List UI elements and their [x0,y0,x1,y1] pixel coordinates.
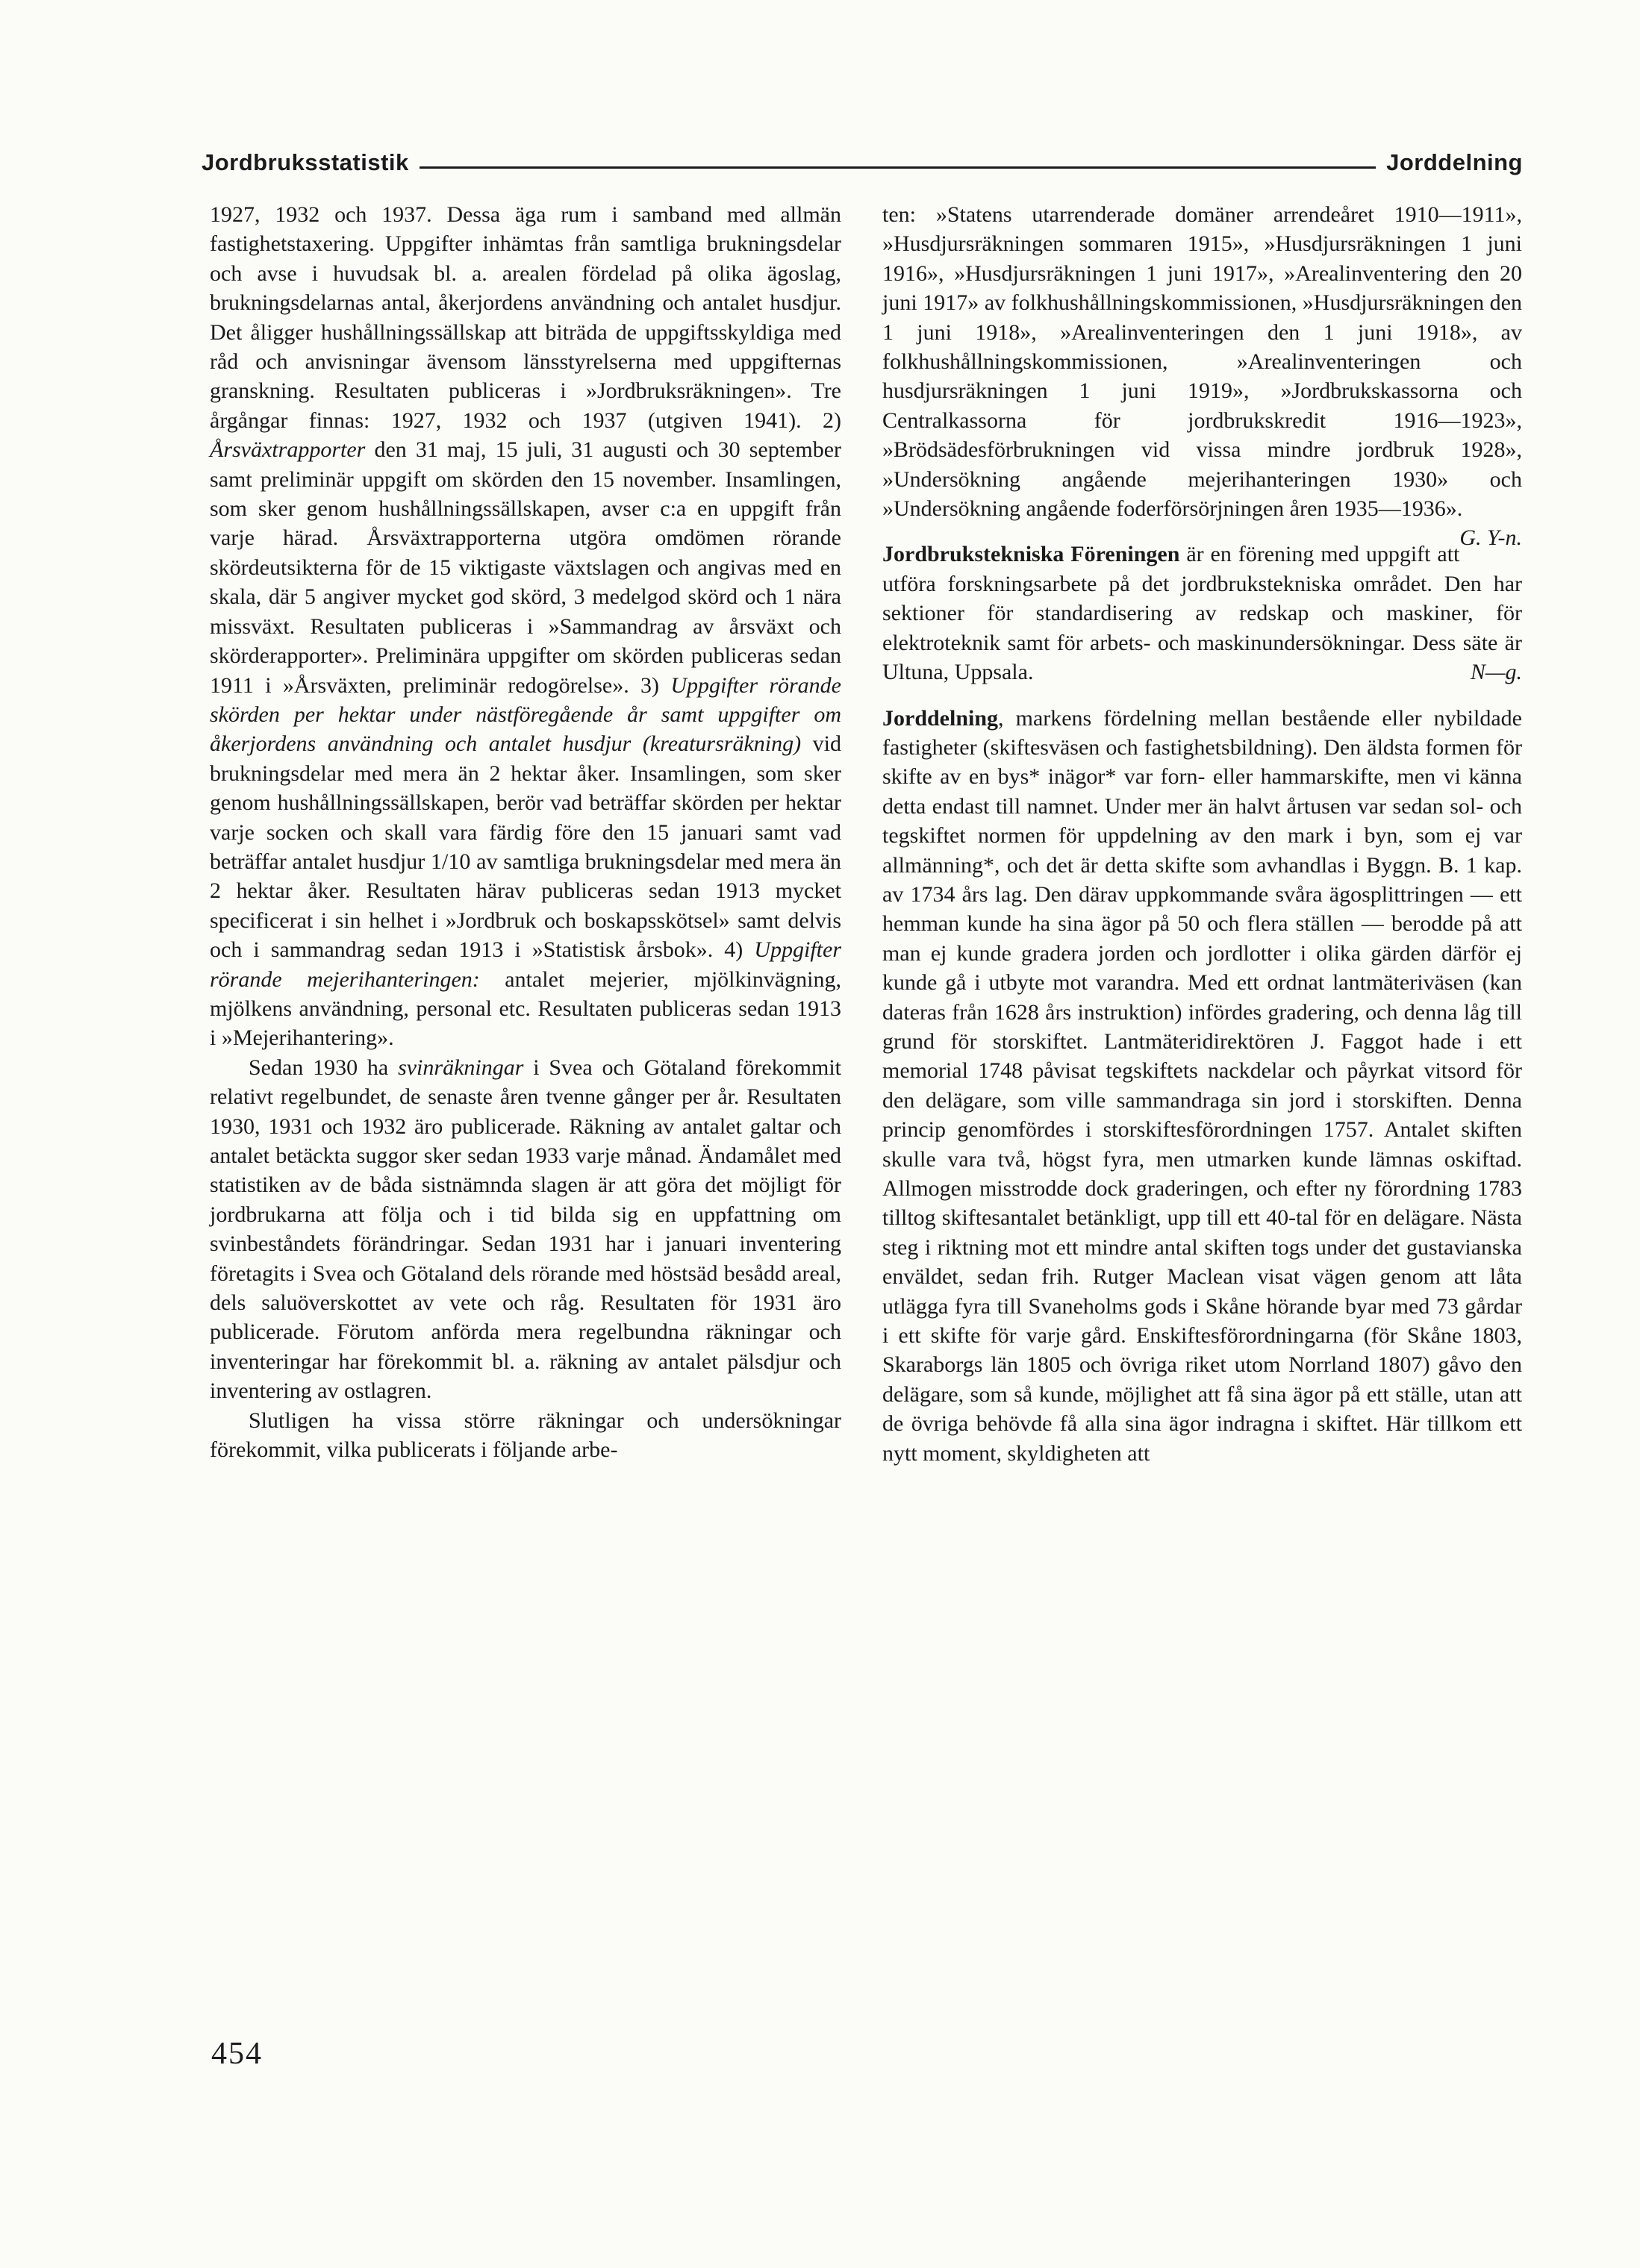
entry-headword: Jorddelning [882,705,999,731]
text-run: ten: »Statens utarrenderade domäner arrendeåret 1910—1911», »Husdjursräkningen sommaren 1915», »Husdjursräkningen 1 juni 1916», »Husdjursräkningen 1 juni 1917», »Arealinventering den 20 juni 1917» av folkhushållningskommissionen, »Husdjursräkningen den 1 juni 1918», »Arealinventeringen den 1 juni 1918», av folkhushållningskommissionen, »Arealinventeringen och husdjursräkningen 1 juni 1919», »Jordbrukskassorna och Centralkassorna för jordbrukskredit 1916—1923», »Brödsädesförbrukningen vid vissa mindre jordbruk 1928», »Undersökning angående mejerihanteringen 1930» och »Undersökning angående foderförsörjningen åren 1935—1936». [882,202,1522,522]
paragraph-slutligen: Slutligen ha vissa större räkningar och undersökningar förekommit, vilka publicerats i följande arbe- [210,1408,841,1463]
left-column [210,200,841,1464]
paragraph-statistics-sources [210,200,841,1053]
author-signature: G. Y-n. [1459,525,1522,551]
text-run: i Svea och Götaland förekommit relativt regelbundet, de senaste åren tvenne gånger per år. Resultaten 1930, 1931 och 1932 äro publicerade. Räkning av antalet galtar och antalet betäckta suggor sker sedan 1933 varje månad. Ändamålet med statistiken av de båda sistnämnda slagen är att göra det möjligt för jordbrukarna att följa och i tid bilda sig en uppfattning om svinbeståndets förändringar. Sedan 1931 har i januari inventering företagits i Svea och Götaland dels rörande med höstsäd besådd areal, dels saluöverskottet av vete och råg. Resultaten för 1931 äro publicerade. Förutom anförda mera regelbundna räkningar och inventeringar har förekommit bl. a. räkning av antalet pälsdjur och inventering av ostlagren. [210,1055,841,1404]
entry-jorddelning [882,704,1522,1469]
text-run: vid brukningsdelar med mera än 2 hektar åker. Insamlingen, som sker genom hushållningssällskapen, berör vad beträffar skörden per hektar varje socken och skall vara färdig före den 15 januari samt vad beträffar antalet husdjur 1/10 av samtliga brukningsdelar med mera än 2 hektar åker. Resultaten härav publiceras sedan 1913 mycket specificerat i sin helhet i »Jordbruk och boskapsskötsel» samt delvis och i sammandrag sedan 1913 i »Statistisk årsbok». 4) [210,731,841,963]
header-rule [420,166,1376,169]
header-left-title: Jordbruksstatistik [202,149,409,175]
text-run: Sedan 1930 ha [249,1055,399,1080]
text-run: är en förening med uppgift att utföra forskningsarbete på det jordbrukstekniska området. Den har sektioner för standardisering av redskap och maskiner, för elektroteknik samt för arbets- och maskinundersökningar. Dess säte är Ultuna, Uppsala. [882,542,1522,685]
author-signature: N—g. [1470,660,1522,685]
text-run: , markens fördelning mellan bestående eller nybildade fastigheter (skiftesväsen och fastighetsbildning). Den äldsta formen för skifte av en bys* inägor* var forn- eller hammarskifte, men vi känna detta endast till namnet. Under mer än halvt årtusen var sedan sol- och tegskiftet normen för uppdelning av den mark i byn, som ej var allmänning*, och det är detta skifte som avhandlas i Byggn. B. 1 kap. av 1734 års lag. Den därav uppkommande svåra ägosplittringen — ett hemman kunde ha sina ägor på 50 och flera ställen — berodde på att man ej kunde gradera jorden och jordlotter i olika gärden därför ej kunde gå i utbyte mot varandra. Med ett ordnat lantmäteriväsen (kan dateras från 1628 års instruktion) infördes gradering, och denna låg till grund för storskiftet. Lantmäteridirektören J. Faggot hade i ett memorial 1748 påvisat tegskiftets nackdelar och påyrkat vitsord för den delägare, som ville sammandraga sin jord i storskiften. Denna princip genomfördes i storskiftesförordningen 1757. Antalet skiften skulle vara två, högst fyra, men utmarken kunde lämnas oskiftad. Allmogen misstrodde dock graderingen, och efter ny förordning 1783 tilltog skiftesantalet betänkligt, upp till ett 40-tal för en delägare. Nästa steg i riktning mot ett mindre antal skiften togs under det gustavianska enväldet, sedan frih. Rutger Maclean visat vägen genom att låta utlägga fyra till Svaneholms gods i Skåne hörande byar med 73 gårdar i ett skifte för varje gård. Enskiftesförordningarna (för Skåne 1803, Skaraborgs län 1805 och övriga riket utom Norrland 1807) gåvo den delägare, som så kunde, möjlighet att få sina ägor på ett ställe, utan att de övriga behövde få alla sina ägor indragna i skiftet. Här tillkom ett nytt moment, skyldigheten att [882,705,1522,1466]
running-header [202,146,1523,176]
paragraph-publications-list [882,200,1522,551]
emphasis-text: Uppgifter rörande mejerihanteringen: [210,937,841,992]
page-number: 454 [211,2037,263,2071]
emphasis-text: Årsväxtrapporter [210,437,366,463]
right-column [882,200,1522,1468]
text-run: antalet mejerier, mjölkinvägning, mjölkens användning, personal etc. Resultaten publiceras sedan 1913 i »Mejerihantering». [210,966,842,1051]
header-right-title: Jorddelning [1386,149,1523,175]
entry-jordbrukstekniska-foreningen [882,540,1522,687]
emphasis-text: Uppgifter rörande skörden per hektar under nästföregående år samt uppgifter om åkerjordens användning och antalet husdjur (kreatursräkning) [210,672,841,757]
text-run: 1927, 1932 och 1937. Dessa äga rum i samband med allmän fastighetstaxering. Uppgifter inhämtas från samtliga brukningsdelar och avse i huvudsak bl. a. arealen fördelad på olika ägoslag, brukningsdelarnas antal, åkerjordens användning och antalet husdjur. Det åligger hushållningssällskap att biträda de uppgiftsskyldiga med råd och anvisningar ävensom länsstyrelserna med uppgifternas granskning. Resultaten publiceras i »Jordbruksräkningen». Tre årgångar finnas: 1927, 1932 och 1937 (utgiven 1941). 2) [210,202,841,433]
paragraph-svinrakningar [210,1053,841,1406]
text-run: den 31 maj, 15 juli, 31 augusti och 30 september samt preliminär uppgift om skörden den 15 november. Insamlingen, som sker genom hushållningssällskapen, avser c:a en uppgift från varje härad. Årsväxtrapporterna utgöra omdömen rörande skördeutsikterna för de 15 viktigaste växtslagen och angivas med en skala, där 5 angiver mycket god skörd, 3 medelgod skörd och 1 nära missväxt. Resultaten publiceras i »Sammandrag av årsväxt och skörderapporter». Preliminära uppgifter om skörden publiceras sedan 1911 i »Årsväxten, preliminär redogörelse». 3) [210,437,841,698]
emphasis-text: svinräkningar [398,1055,524,1080]
entry-headword: Jordbrukstekniska Föreningen [882,542,1180,567]
